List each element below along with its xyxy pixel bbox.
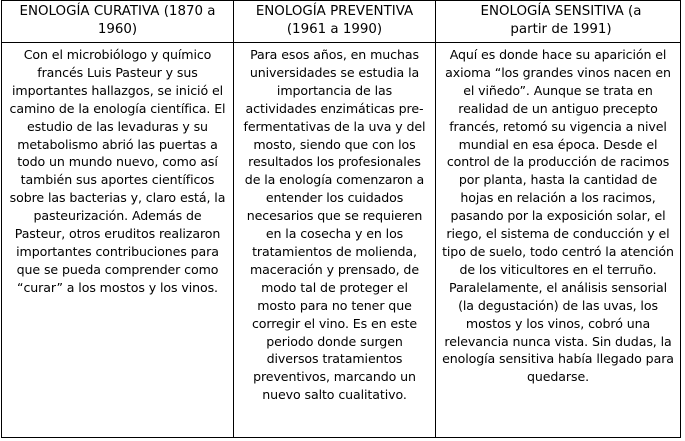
column-header-sensitive: ENOLOGÍA SENSITIVA (a partir de 1991) [480,4,642,37]
enology-periods-table [1,0,681,438]
column-header-preventive: ENOLOGÍA PREVENTIVA (1961 a 1990) [255,4,414,37]
column-sensitive [436,1,680,437]
column-preventive [234,1,435,437]
column-header-curative: ENOLOGÍA CURATIVA (1870 a 1960) [19,4,216,37]
column-text-curative: Con el microbiólogo y químico francés Luis Pasteur y sus importantes hallazgos, se inició el camino de la enología científica. El estudio de las levaduras y su metabolismo abrió las puertas a todo un mundo nuevo, como así también sus aportes científicos sobre las bacterias y, claro está, la pasteurización. Además de Pasteur, otros eruditos realizaron importantes contribuciones para que se pueda comprender como “curar” a los mostos y los vinos. [9,47,226,295]
column-text-sensitive: Aquí es donde hace su aparición el axioma “los grandes vinos nacen en el viñedo”. Aunque se trata en realidad de un antiguo precepto francés, retomó su vigencia a nivel mundial en esa época. Desde el control de la producción de racimos por planta, hasta la cantidad de hojas en relación a los racimos, pasando por la exposición solar, el riego, el sistema de conducción y el tipo de suelo, todo centró la atención de los viticultores en el terruño. Paralelamente, el análisis sensorial (la degustación) de las uvas, los mostos y los vinos, cobró una relevancia nunca vista. Sin dudas, la enología sensitiva había llegado para quedarse. [442,47,674,385]
column-curative [2,1,233,437]
column-text-preventive: Para esos años, en muchas universidades se estudia la importancia de las actividades enzimáticas pre-fermentativas de la uva y del mosto, siendo que con los resultados los profesionales de la enología comenzaron a entender los cuidados necesarios que se requieren en la cosecha y en los tratamientos de molienda, maceración y prensado, de modo tal de proteger el mosto para no tener que corregir el vino. Es en este periodo donde surgen diversos tratamientos preventivos, marcando un nuevo salto cualitativo. [243,47,426,403]
